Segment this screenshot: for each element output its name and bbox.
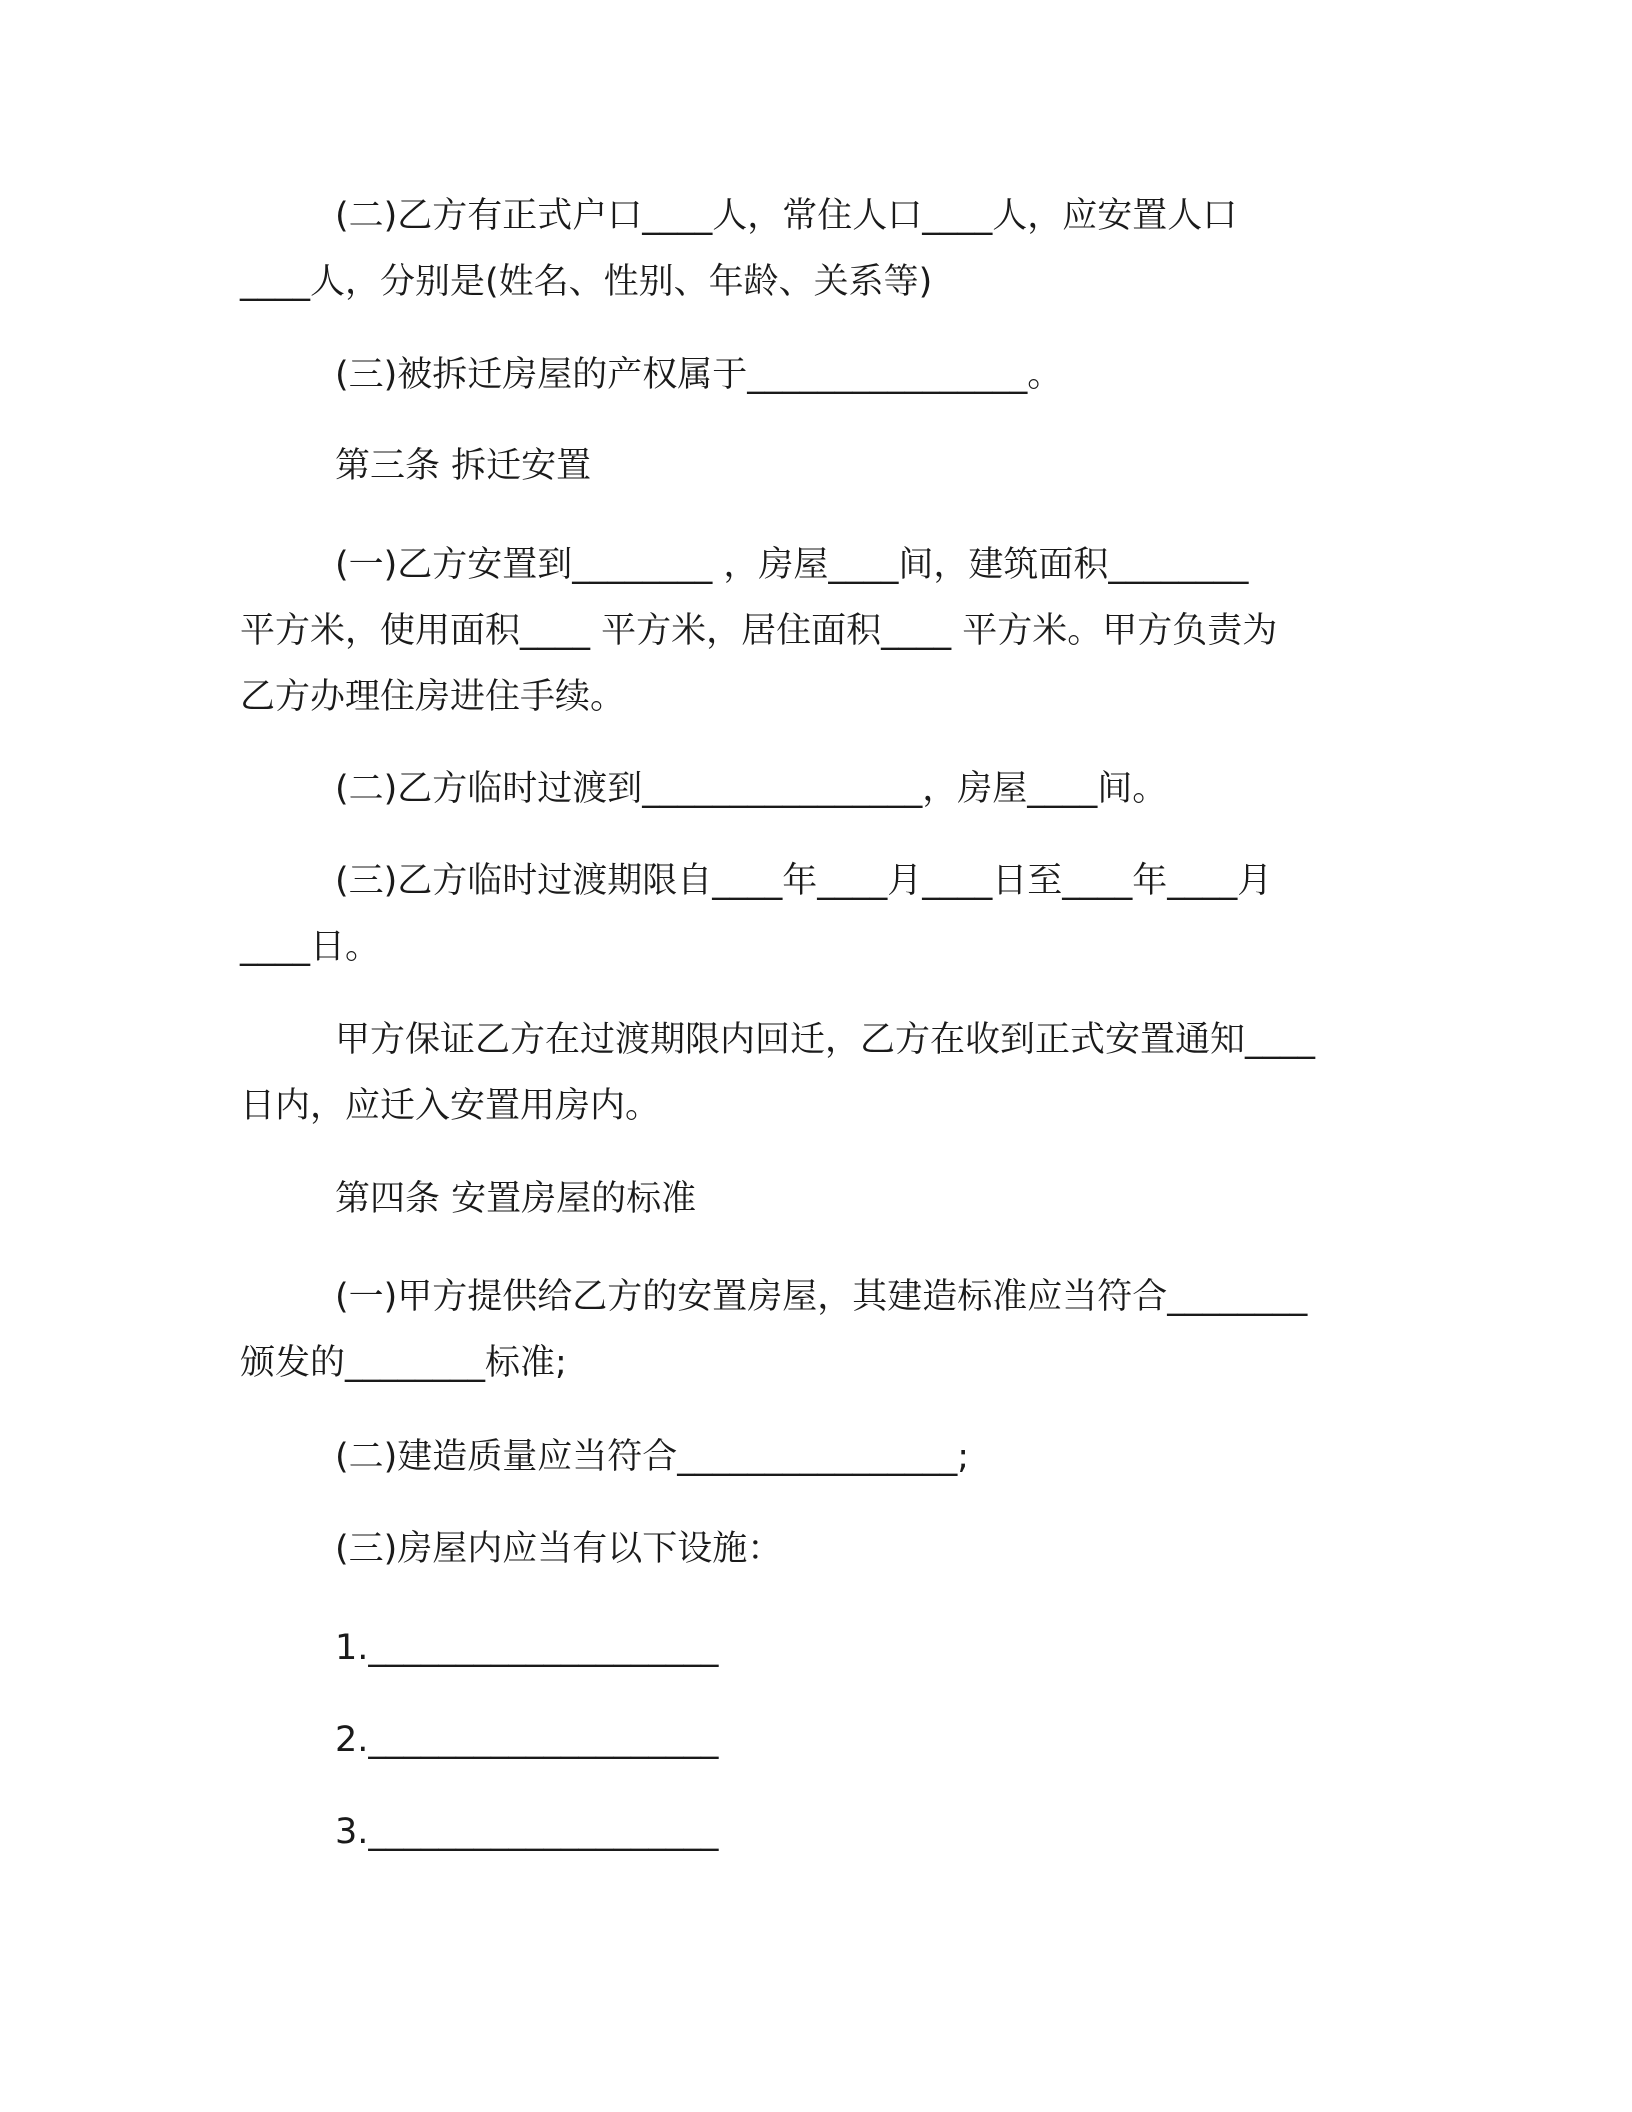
text-line: 2.____________________: [335, 1720, 719, 1760]
paragraph-property-ownership: [240, 342, 1390, 408]
text-line: 乙方办理住房进住手续。: [240, 677, 626, 717]
paragraph-construction-standard: [240, 1264, 1390, 1396]
text-line: (一)甲方提供给乙方的安置房屋，其建造标准应当符合________: [335, 1277, 1308, 1317]
paragraph-construction-quality: [240, 1424, 1390, 1490]
list-item-2: [240, 1707, 1390, 1773]
text-line: (三)乙方临时过渡期限自____年____月____日至____年____月: [335, 861, 1273, 901]
text-line: (二)乙方临时过渡到________________，房屋____间。: [335, 769, 1168, 809]
text-line: 颁发的________标准;: [240, 1343, 567, 1383]
section-heading-article-3: [240, 433, 1390, 499]
text-line: ____日。: [240, 927, 381, 967]
text-line: (三)房屋内应当有以下设施：: [335, 1529, 783, 1569]
paragraph-registered-population: [240, 183, 1390, 315]
list-item-3: [240, 1799, 1390, 1865]
paragraph-return-guarantee: [240, 1007, 1390, 1139]
text-line: 平方米，使用面积____ 平方米，居住面积____ 平方米。甲方负责为: [240, 611, 1278, 651]
text-line: (二)乙方有正式户口____人，常住人口____人，应安置人口: [335, 196, 1238, 236]
paragraph-temporary-transition: [240, 756, 1390, 822]
text-line: 第三条 拆迁安置: [335, 446, 592, 486]
section-heading-article-4: [240, 1166, 1390, 1232]
text-line: 3.____________________: [335, 1812, 719, 1852]
text-line: 甲方保证乙方在过渡期限内回迁，乙方在收到正式安置通知____: [335, 1020, 1316, 1060]
paragraph-resettlement-location: [240, 532, 1390, 730]
text-line: 1.____________________: [335, 1628, 719, 1668]
text-line: (二)建造质量应当符合________________;: [335, 1437, 970, 1477]
list-item-1: [240, 1615, 1390, 1681]
paragraph-facilities: [240, 1516, 1390, 1582]
text-line: (三)被拆迁房屋的产权属于________________。: [335, 355, 1063, 395]
text-line: ____人，分别是(姓名、性别、年龄、关系等): [240, 262, 933, 302]
text-line: 第四条 安置房屋的标准: [335, 1179, 697, 1219]
text-line: (一)乙方安置到________ ，房屋____间，建筑面积________: [335, 545, 1249, 585]
text-line: 日内，应迁入安置用房内。: [240, 1086, 661, 1126]
paragraph-transition-period: [240, 848, 1390, 980]
